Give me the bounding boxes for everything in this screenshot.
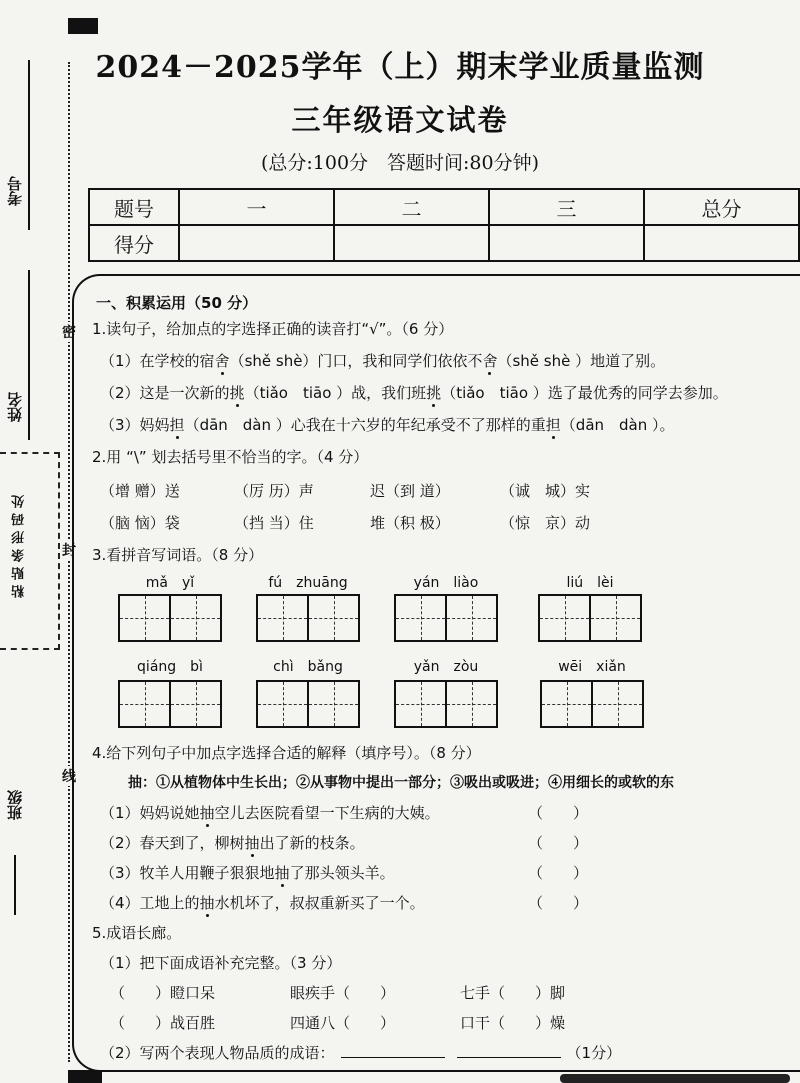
text: （1）妈妈说她 <box>100 804 200 822</box>
pinyin-label: yán liào <box>413 575 479 591</box>
dotted-char: 担 <box>169 416 185 434</box>
idiom-item[interactable]: 口干（ ）燥 <box>460 1014 566 1032</box>
tianzige-cell[interactable] <box>445 596 496 640</box>
barcode-box <box>0 452 60 650</box>
q2-item: （挡 当）住 <box>234 514 314 532</box>
q5-title: 5.成语长廊。 <box>92 924 182 942</box>
score-table-header-row <box>89 189 799 225</box>
tianzige-cell[interactable] <box>445 682 496 726</box>
tianzige-cell[interactable] <box>589 596 640 640</box>
text: 水机坏了，叔叔重新买了一个。 <box>214 894 425 912</box>
answer-blank[interactable]: （ ） <box>528 804 589 822</box>
text: （1分） <box>566 1044 622 1062</box>
xingming-label: 姓名 <box>6 392 24 422</box>
dotted-char: 舍 <box>482 352 498 370</box>
seal-feng: 封 <box>62 540 76 560</box>
score-row-label: 得分 <box>89 225 179 261</box>
text: （dān dàn ）。 <box>560 416 675 434</box>
text: （2）这是一次新的 <box>100 384 230 402</box>
tianzige-box[interactable] <box>118 594 222 642</box>
tianzige-cell[interactable] <box>396 596 445 640</box>
answer-line[interactable] <box>341 1057 445 1058</box>
tianzige-box[interactable] <box>394 594 498 642</box>
bottom-mark <box>68 1070 102 1083</box>
bottom-smear <box>560 1074 790 1083</box>
q1-title: 1.读句子，给加点的字选择正确的读音打“√”。（6 分） <box>92 320 454 338</box>
xingming-line <box>28 270 30 440</box>
q4-options: 抽：①从植物体中生长出；②从事物中提出一部分；③吸出或吸进；④用细长的或软的东 <box>128 775 674 791</box>
dotted-char: 抽 <box>199 894 215 912</box>
tianzige-cell[interactable] <box>169 682 220 726</box>
answer-blank[interactable]: （ ） <box>528 864 589 882</box>
idiom-item[interactable]: （ ）瞪口呆 <box>110 984 216 1002</box>
tianzige-box[interactable] <box>256 594 360 642</box>
pinyin-label: yǎn zòu <box>413 659 479 675</box>
pinyin-label: liú lèi <box>566 575 614 591</box>
tianzige-cell[interactable] <box>540 596 589 640</box>
text: （tiǎo tiāo ）战，我们班 <box>244 384 427 402</box>
seal-mi: 密 <box>62 322 76 342</box>
pinyin-label: mǎ yǐ <box>145 575 195 591</box>
score-header-cell: 总分 <box>644 189 799 225</box>
text: （1）在学校的宿 <box>100 352 215 370</box>
tianzige-box[interactable] <box>394 680 498 728</box>
tianzige-box[interactable] <box>256 680 360 728</box>
exam-subtitle: 三年级语文试卷 <box>291 103 509 137</box>
pinyin-label: chì bǎng <box>273 659 343 675</box>
idiom-item[interactable]: 眼疾手（ ） <box>290 984 396 1002</box>
barcode-label: 粘贴条形码处 <box>12 490 27 598</box>
dotted-char: 担 <box>545 416 561 434</box>
tianzige-cell[interactable] <box>120 682 169 726</box>
tianzige-cell[interactable] <box>307 596 358 640</box>
text: 出了新的枝条。 <box>259 834 365 852</box>
exam-info: (总分:100分 答题时间:80分钟) <box>260 152 540 174</box>
text: （2）写两个表现人物品质的成语： <box>100 1044 335 1062</box>
q1-sentence-1 <box>100 350 665 371</box>
banji-label: 班级 <box>6 790 24 820</box>
q2-item: （厉 历）声 <box>234 482 314 500</box>
q2-item: 迟（到 道） <box>370 482 450 500</box>
answer-blank[interactable]: （ ） <box>528 834 589 852</box>
q4-title: 4.给下列句子中加点字选择合适的解释（填序号）。（8 分） <box>92 744 481 762</box>
corner-mark <box>68 18 98 34</box>
score-table <box>88 188 800 262</box>
banji-line <box>14 855 16 915</box>
section-title: 一、积累运用（50 分） <box>96 294 258 312</box>
text: （3）妈妈 <box>100 416 170 434</box>
text: （3）牧羊人用鞭子狠狠地 <box>100 864 275 882</box>
score-header-cell: 三 <box>489 189 644 225</box>
dotted-char: 抽 <box>244 834 260 852</box>
q5-sub2 <box>100 1042 621 1063</box>
q4-item <box>100 892 425 913</box>
score-header-cell: 题号 <box>89 189 179 225</box>
text: （dān dàn ）心我在十六岁的年纪承受不了那样的重 <box>184 416 546 434</box>
score-table-score-row <box>89 225 799 261</box>
seal-xian: 线 <box>62 766 76 786</box>
dotted-char: 舍 <box>214 352 230 370</box>
exam-title: 2024－2025学年（上）期末学业质量监测 <box>95 50 705 85</box>
text: 了那头领头羊。 <box>289 864 395 882</box>
tianzige-cell[interactable] <box>591 682 642 726</box>
q4-item <box>100 862 395 883</box>
text: （shě shè）门口，我和同学们依依不 <box>229 352 483 370</box>
q4-item <box>100 832 365 853</box>
tianzige-cell[interactable] <box>258 596 307 640</box>
q1-sentence-3 <box>100 414 675 435</box>
q2-item: （惊 京）动 <box>500 514 591 532</box>
dotted-char: 抽 <box>199 804 215 822</box>
tianzige-box[interactable] <box>538 594 642 642</box>
q2-title: 2.用 “\” 划去括号里不恰当的字。（4 分） <box>92 448 369 466</box>
text: （4）工地上的 <box>100 894 200 912</box>
q2-item: 堆（积 极） <box>370 514 450 532</box>
tianzige-cell[interactable] <box>258 682 307 726</box>
idiom-item[interactable]: 四通八（ ） <box>290 1014 396 1032</box>
q4-item <box>100 802 440 823</box>
dotted-char: 挑 <box>426 384 442 402</box>
text: （2）春天到了，柳树 <box>100 834 245 852</box>
score-cell[interactable] <box>489 225 644 261</box>
q1-sentence-2 <box>100 382 728 403</box>
score-cell[interactable] <box>644 225 799 261</box>
dotted-char: 挑 <box>229 384 245 402</box>
tianzige-box[interactable] <box>540 680 644 728</box>
idiom-item[interactable]: （ ）战百胜 <box>110 1014 216 1032</box>
q2-item: （脑 恼）袋 <box>100 514 180 532</box>
kaohao-label: 考号 <box>6 176 24 206</box>
pinyin-label: fú zhuāng <box>268 575 348 591</box>
tianzige-cell[interactable] <box>307 682 358 726</box>
tianzige-cell[interactable] <box>396 682 445 726</box>
text: （tiǎo tiāo ）选了最优秀的同学去参加。 <box>441 384 728 402</box>
score-cell[interactable] <box>179 225 334 261</box>
text: （shě shè ）地道了别。 <box>497 352 666 370</box>
answer-blank[interactable]: （ ） <box>528 894 589 912</box>
text: 空儿去医院看望一下生病的大姨。 <box>214 804 440 822</box>
pinyin-label: qiáng bì <box>137 659 203 675</box>
tianzige-box[interactable] <box>118 680 222 728</box>
q2-item: （增 赠）送 <box>100 482 180 500</box>
tianzige-cell[interactable] <box>542 682 591 726</box>
seal-line <box>68 62 70 1062</box>
score-header-cell: 一 <box>179 189 334 225</box>
q2-item: （诚 城）实 <box>500 482 591 500</box>
tianzige-cell[interactable] <box>169 596 220 640</box>
q3-title: 3.看拼音写词语。（8 分） <box>92 546 264 564</box>
dotted-char: 抽 <box>274 864 290 882</box>
tianzige-cell[interactable] <box>120 596 169 640</box>
pinyin-label: wēi xiǎn <box>558 659 626 675</box>
score-cell[interactable] <box>334 225 489 261</box>
q5-sub1: （1）把下面成语补充完整。（3 分） <box>100 954 342 972</box>
answer-line[interactable] <box>457 1057 561 1058</box>
idiom-item[interactable]: 七手（ ）脚 <box>460 984 566 1002</box>
score-header-cell: 二 <box>334 189 489 225</box>
